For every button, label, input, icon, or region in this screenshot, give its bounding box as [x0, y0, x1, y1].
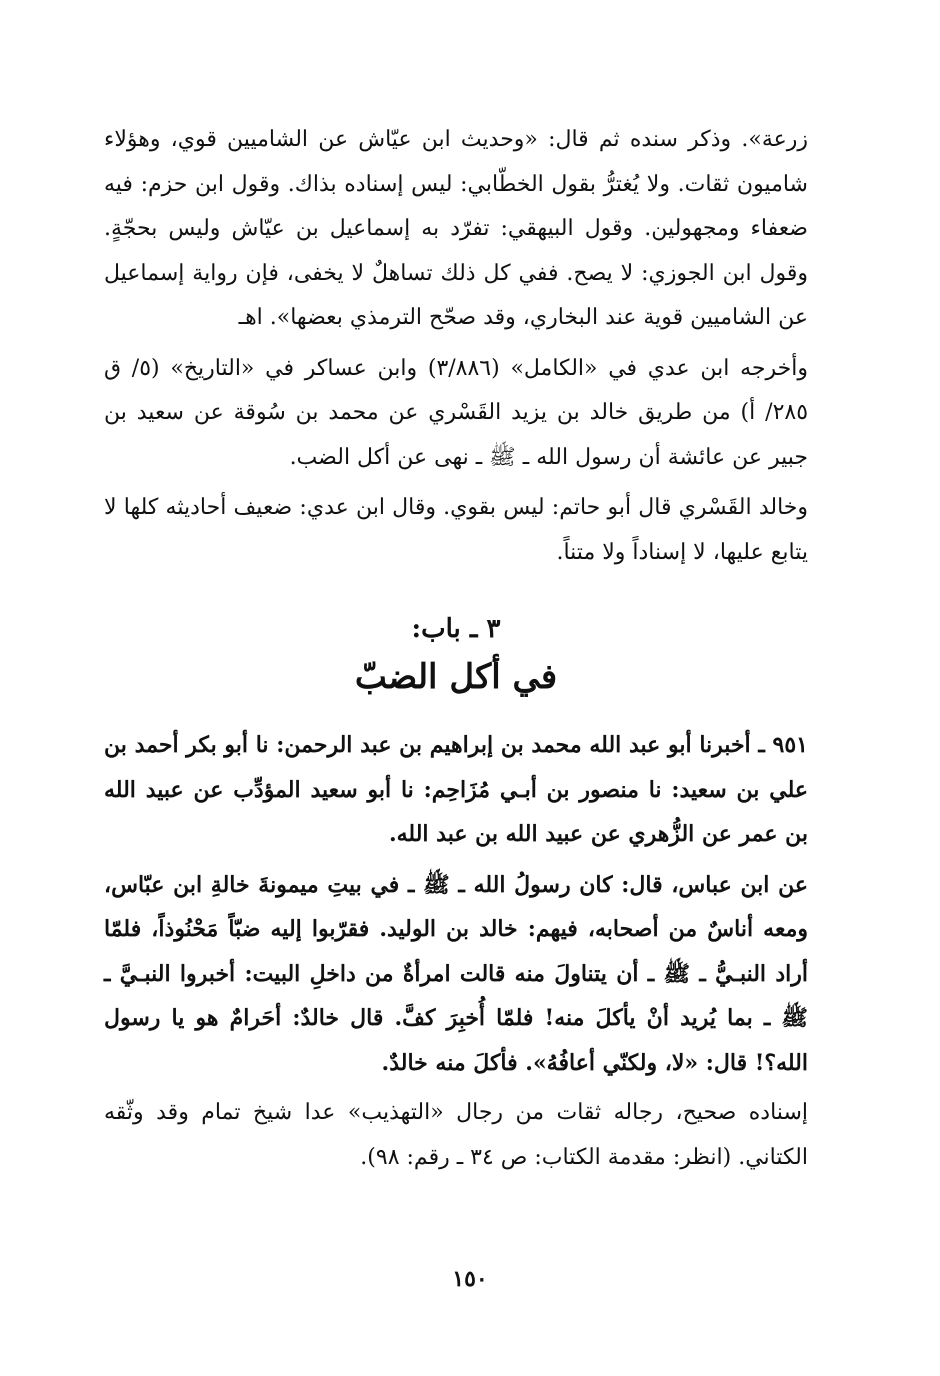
page-body: [104, 118, 808, 1180]
hadith-matn-paragraph: عن ابن عباس، قال: كان رسولُ الله ـ ﷺ ـ في بيتِ ميمونةَ خالةِ ابن عبّاس، ومعه أناسٌ من أصحابه، فيهم: خالد بن الوليد. فقرّبوا إليه ضبّاً مَحْنُوذاً، فلمّا أراد النبـيُّ ـ ﷺ ـ أن يتناولَ منه قالت امرأةٌ من داخلِ البيت: أخبروا النبـيَّ ـ ﷺ ـ بما يُريد أنْ يأكلَ منه! فلمّا أُخبِرَ كفَّ. قال خالدٌ: أحَرامٌ هو يا رسول الله؟! قال: «لا، ولكنّي أعافُهُ». فأكلَ منه خالدٌ.: [104, 871, 808, 1076]
grading-paragraph: إسناده صحيح، رجاله ثقات من رجال «التهذيب» عدا شيخ تمام وقد وثّقه الكتاني. (انظر: مقدمة الكتاب: ص ٣٤ ـ رقم: ٩٨).: [104, 1100, 808, 1170]
commentary-paragraph-3: وخالد القَسْري قال أبو حاتم: ليس بقوي. وقال ابن عدي: ضعيف أحاديثه كلها لا يتابع عليها، لا إسناداً ولا متناً.: [104, 495, 808, 565]
page-number: ١٥٠: [452, 1266, 488, 1292]
chapter-label: ٣ ـ باب:: [411, 614, 501, 644]
commentary-paragraph-1: زرعة». وذكر سنده ثم قال: «وحديث ابن عيّاش عن الشاميين قوي، وهؤلاء شاميون ثقات. ولا يُغترُّ بقول الخطّابي: ليس إسناده بذاك. وقول ابن حزم: فيه ضعفاء ومجهولين. وقول البيهقي: تفرّد به إسماعيل بن عيّاش وليس بحجّةٍ. وقول ابن الجوزي: لا يصح. ففي كل ذلك تساهلٌ لا يخفى، فإن رواية إسماعيل عن الشاميين قوية عند البخاري، وقد صحّح الترمذي بعضها». اهـ: [104, 127, 808, 330]
chapter-title: في أكل الضبّ: [354, 657, 558, 697]
chapter-heading: [104, 609, 808, 705]
hadith-isnad-paragraph: ٩٥١ ـ أخبرنا أبو عبد الله محمد بن إبراهيم بن عبد الرحمن: نا أبو بكر أحمد بن علي بن سعيد: نا منصور بن أبـي مُزَاحِم: نا أبو سعيد المؤدِّب عن عبيد الله بن عمر عن الزُّهري عن عبيد الله بن عبد الله.: [104, 732, 808, 847]
commentary-paragraph-2: وأخرجه ابن عدي في «الكامل» (٣/٨٨٦) وابن عساكر في «التاريخ» (٥/ ق ٢٨٥/ أ) من طريق خالد بن يزيد القَسْري عن محمد بن سُوقة عن سعيد بن جبير عن عائشة أن رسول الله ـ ﷺ ـ نهى عن أكل الضب.: [104, 355, 809, 470]
